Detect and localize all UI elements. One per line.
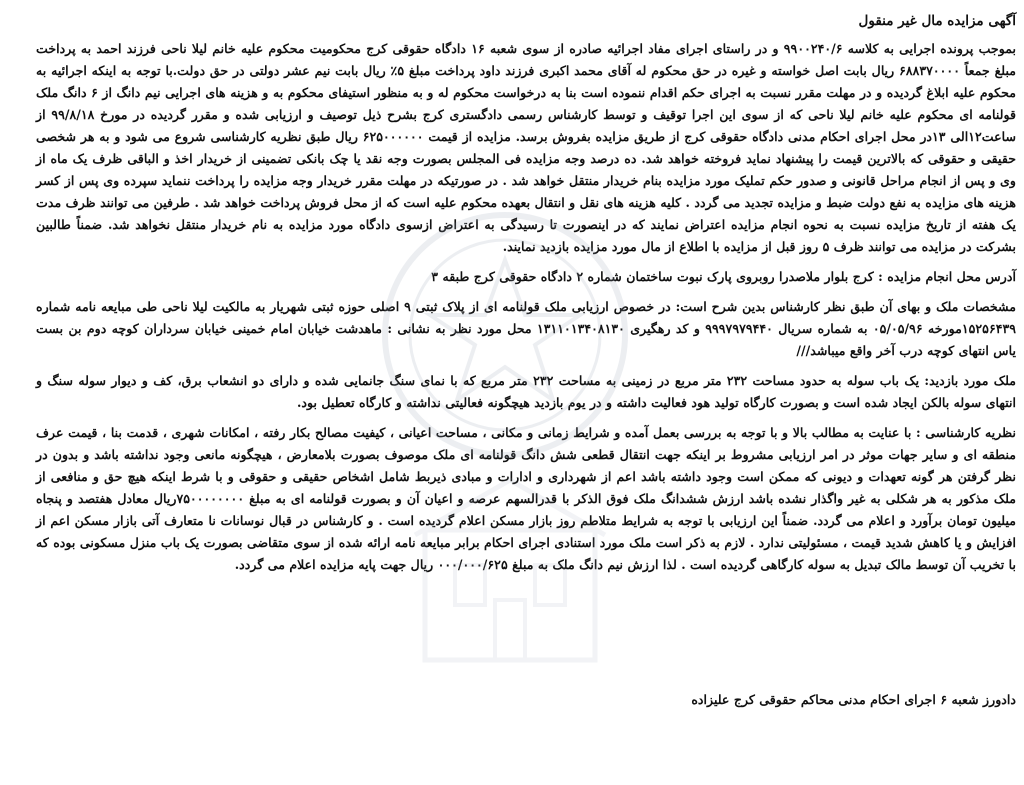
notice-paragraph-property-specs: مشخصات ملک و بهای آن طبق نظر کارشناس بدین شرح است: در خصوص ارزیابی ملک قولنامه ای از پلاک ثبتی ۹ اصلی حوزه ثبتی شهریار به مالکیت لیلا ناحی طی مبایعه نامه شماره ۱۵۲۵۶۴۳۹مورخه ۰۵/۰۵/۹۶ به شماره سریال ۹۹۹۷۹۷۹۴۴۰ و کد رهگیری ۱۳۱۱۰۱۳۴۰۸۱۳۰ محل مورد نظر به نشانی : ماهدشت خیابان امام خمینی خیابان سرداران کوچه دوم بن بست یاس انتهای کوچه درب آخر واقع میباشد/// bbox=[36, 299, 1017, 358]
notice-paragraph-expert-opinion: نظریه کارشناسی : با عنایت به مطالب بالا و با توجه به بررسی بعمل آمده و شرایط زمانی و مکانی ، مساحت اعیانی ، کیفیت مصالح بکار رفته ، امکانات شهری ، قدمت بنا ، قیمت عرف منطقه ای و سایر جهات موثر در امر ارزیابی مشروط بر اینکه جهت انتقال قطعی شش دانگ قولنامه ای ملک موصوف بصورت بلامعارض ، هیچگونه مانعی وجود نداشته باشد و بدون در نظر گرفتن هر گونه تعهدات و دیونی که ممکن است وجود داشته باشد اعم از شهرداری و ادارات و مبادی ذیربط شامل اشخاص حقیقی و حقوقی و با شرط اینکه هیچ حق و منافعی از ملک مذکور به هر شکلی به غیر واگذار نشده باشد ارزش ششدانگ ملک فوق الذکر با قدرالسهم عرصه و اعیان آن و بصورت قولنامه ای به مبلغ ۷۵۰۰۰۰۰۰۰۰ریال معادل هفتصد و پنجاه میلیون تومان برآورد و اعلام می گردد. ضمناً این ارزیابی با توجه به شرایط متلاطم روز بازار مسکن اعلام گردیده است . و کارشناس در قبال نوسانات نا متعارف آتی بازار مسکن اعم از افزایش و یا کاهش شدید قیمت ، مسئولیتی ندارد . لازم به ذکر است ملک مورد استنادی اجرای احکام برابر مبایعه نامه ارائه شده از سوی متقاضی بصورت یک باب منزل مسکونی بوده که با تخریب آن توسط مالک تبدیل به سوله کارگاهی گردیده است . لذا ارزش نیم دانگ ملک به مبلغ ۰۰۰/۰۰۰/۶۲۵ ریال جهت پایه مزایده اعلام می گردد. bbox=[36, 425, 1017, 572]
notice-paragraph-main: بموجب پرونده اجرایی به کلاسه ۹۹۰۰۲۴۰/۶ و در راستای اجرای مفاد اجرائیه صادره از سوی شعبه ۱۶ دادگاه حقوقی کرج محکومیت محکوم علیه خانم لیلا ناحی فرزند احمد به پرداخت مبلغ جمعاً ۶۸۸۳۷۰۰۰۰ ریال بابت اصل خواسته و غیره در حق محکوم له آقای محمد اکبری فرزند داود پرداخت مبلغ ۵٪ ریال بابت نیم عشر دولتی در حق دولت.با توجه به اینکه اجرائیه به محکوم علیه ابلاغ گردیده و در مهلت مقرر نسبت به اجرای حکم اقدام ننموده است بنا به درخواست محکوم له و به منظور استیفای محکوم به و هزینه های اجرایی نیم دانگ از ۶ دانگ ملک قولنامه ای محکوم علیه خانم لیلا ناحی که از سوی این اجرا توقیف و توسط کارشناس رسمی دادگستری کرج بشرح ذیل توصیف و ارزیابی شده و مقرر گردیده در مورخ ۹۹/۸/۱۸ از ساعت۱۲الی ۱۳در محل اجرای احکام مدنی دادگاه حقوقی کرج از طریق مزایده بفروش برسد. مزایده از قیمت ۶۲۵۰۰۰۰۰۰ ریال طبق نظریه کارشناسی شروع می شود و به هر شخصی حقیقی و حقوقی که بالاترین قیمت را پیشنهاد نماید فروخته خواهد شد. ده درصد وجه مزایده فی المجلس بصورت وجه نقد یا چک بانکی تضمینی از خریدار اخذ و الباقی ظرف یک ماه از وی و پس از انجام مراحل قانونی و صدور حکم تملیک مورد مزایده بنام خریدار منتقل خواهد شد . در صورتیکه در مهلت مقرر خریدار وجه مزایده را پرداخت ننماید سپرده وی پس از کسر هزینه های مزایده به نفع دولت ضبط و مزایده تجدید می گردد . کلیه هزینه های نقل و انتقال بعهده محکوم علیه است که از محل فروش پرداخت خواهد شد . طرفین می توانند ظرف مدت یک هفته از تاریخ مزایده نسبت به نحوه انجام مزایده اعتراض نمایند که در اینصورت تا رسیدگی به اعتراض ازسوی دادگاه مورد مزایده به نام خریدار منتقل نخواهد شد. ضمناً طالبین بشرکت در مزایده می توانند ظرف ۵ روز قبل از مزایده با اطلاع از مال مورد مزایده بازدید نمایند. bbox=[36, 41, 1017, 254]
notice-paragraph-inspected-property: ملک مورد بازدید: یک باب سوله به حدود مساحت ۲۳۲ متر مربع در زمینی به مساحت ۲۳۲ متر مربع که با نمای سنگ جانمایی شده و دارای دو انشعاب برق، کف و دیوار سوله سنگ و انتهای سوله بالکن ایجاد شده است و بصورت کارگاه تولید هود فعالیت داشته و در یوم بازدید هیچگونه فعالیتی نداشته و کارگاه تعطیل بود. bbox=[36, 373, 1016, 410]
notice-paragraph-address: آدرس محل انجام مزایده : کرج بلوار ملاصدرا روبروی پارک نبوت ساختمان شماره ۲ دادگاه حقوقی کرج طبقه ۳ bbox=[431, 269, 1016, 284]
notice-signature: دادورز شعبه ۶ اجرای احکام مدنی محاکم حقوقی کرج علیزاده bbox=[691, 692, 1016, 707]
notice-title: آگهی مزایده مال غیر منقول bbox=[858, 13, 1016, 29]
